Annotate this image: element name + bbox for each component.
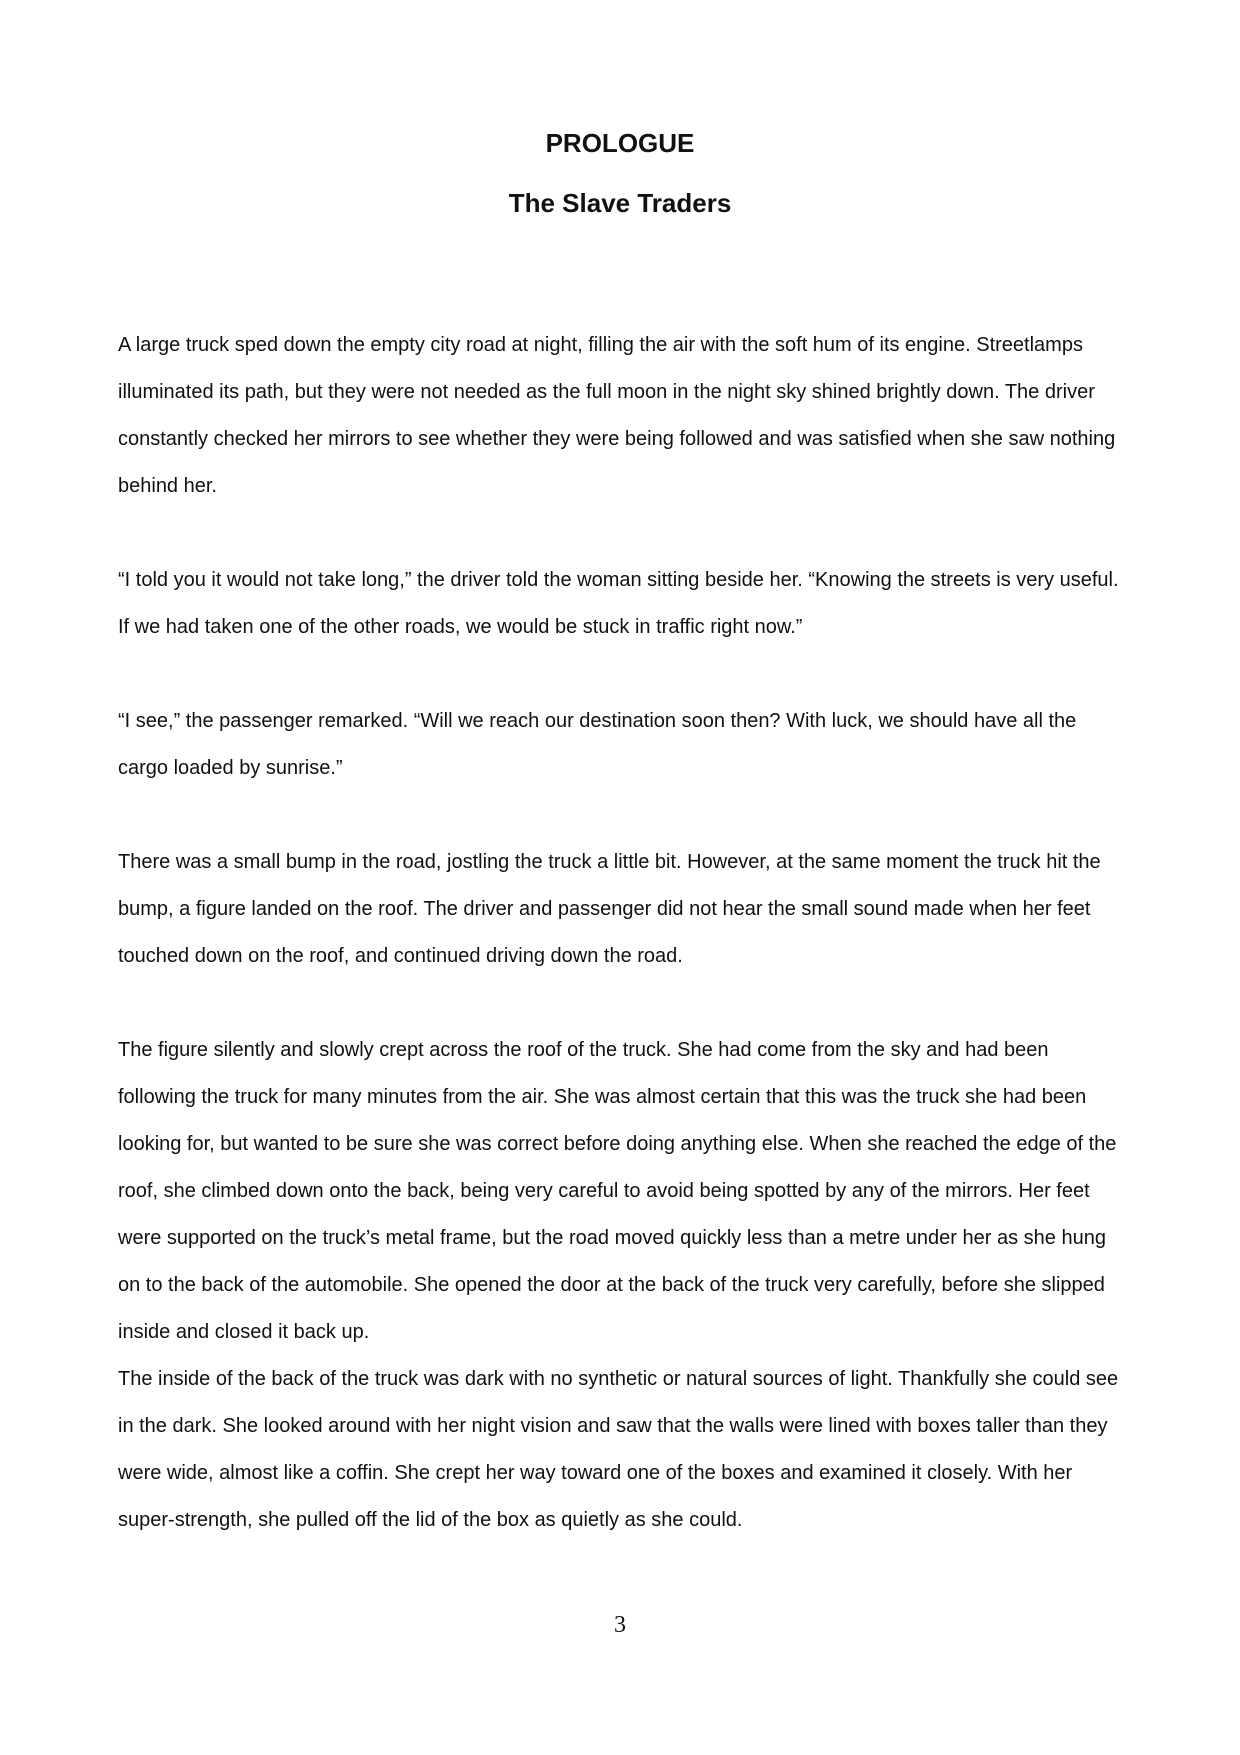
paragraph: “I told you it would not take long,” the driver told the woman sitting beside her. “Knowing the streets is very useful. If we had taken one of the other roads, we would be stuck in traffic right now.” <box>118 569 1119 638</box>
paragraph: The inside of the back of the truck was dark with no synthetic or natural sources of light. Thankfully she could see in the dark. She looked around with her night vision and saw that the walls were lined with boxes taller than they were wide, almost like a coffin. She crept her way toward one of the boxes and examined it closely. With her super-strength, she pulled off the lid of the box as quietly as she could. <box>118 1368 1119 1531</box>
page-number: 3 <box>614 1612 626 1638</box>
paragraph: “I see,” the passenger remarked. “Will we reach our destination soon then? With luck, we should have all the cargo loaded by sunrise.” <box>118 710 1077 779</box>
chapter-heading: PROLOGUE <box>545 128 695 158</box>
paragraph: There was a small bump in the road, jostling the truck a little bit. However, at the same moment the truck hit the bump, a figure landed on the roof. The driver and passenger did not hear the small sound made when her feet touched down on the roof, and continued driving down the road. <box>118 851 1101 967</box>
chapter-title: The Slave Traders <box>508 188 732 218</box>
body-text <box>118 322 1128 1544</box>
paragraph: A large truck sped down the empty city road at night, filling the air with the soft hum of its engine. Streetlamps illuminated its path, but they were not needed as the full moon in the night sky shined brightly down. The driver constantly checked her mirrors to see whether they were being followed and was satisfied when she saw nothing behind her. <box>118 334 1116 497</box>
paragraph: The figure silently and slowly crept across the roof of the truck. She had come from the sky and had been following the truck for many minutes from the air. She was almost certain that this was the truck she had been looking for, but wanted to be sure she was correct before doing anything else. When she reached the edge of the roof, she climbed down onto the back, being very careful to avoid being spotted by any of the mirrors. Her feet were supported on the truck’s metal frame, but the road moved quickly less than a metre under her as she hung on to the back of the automobile. She opened the door at the back of the truck very carefully, before she slipped inside and closed it back up. <box>118 1039 1117 1343</box>
